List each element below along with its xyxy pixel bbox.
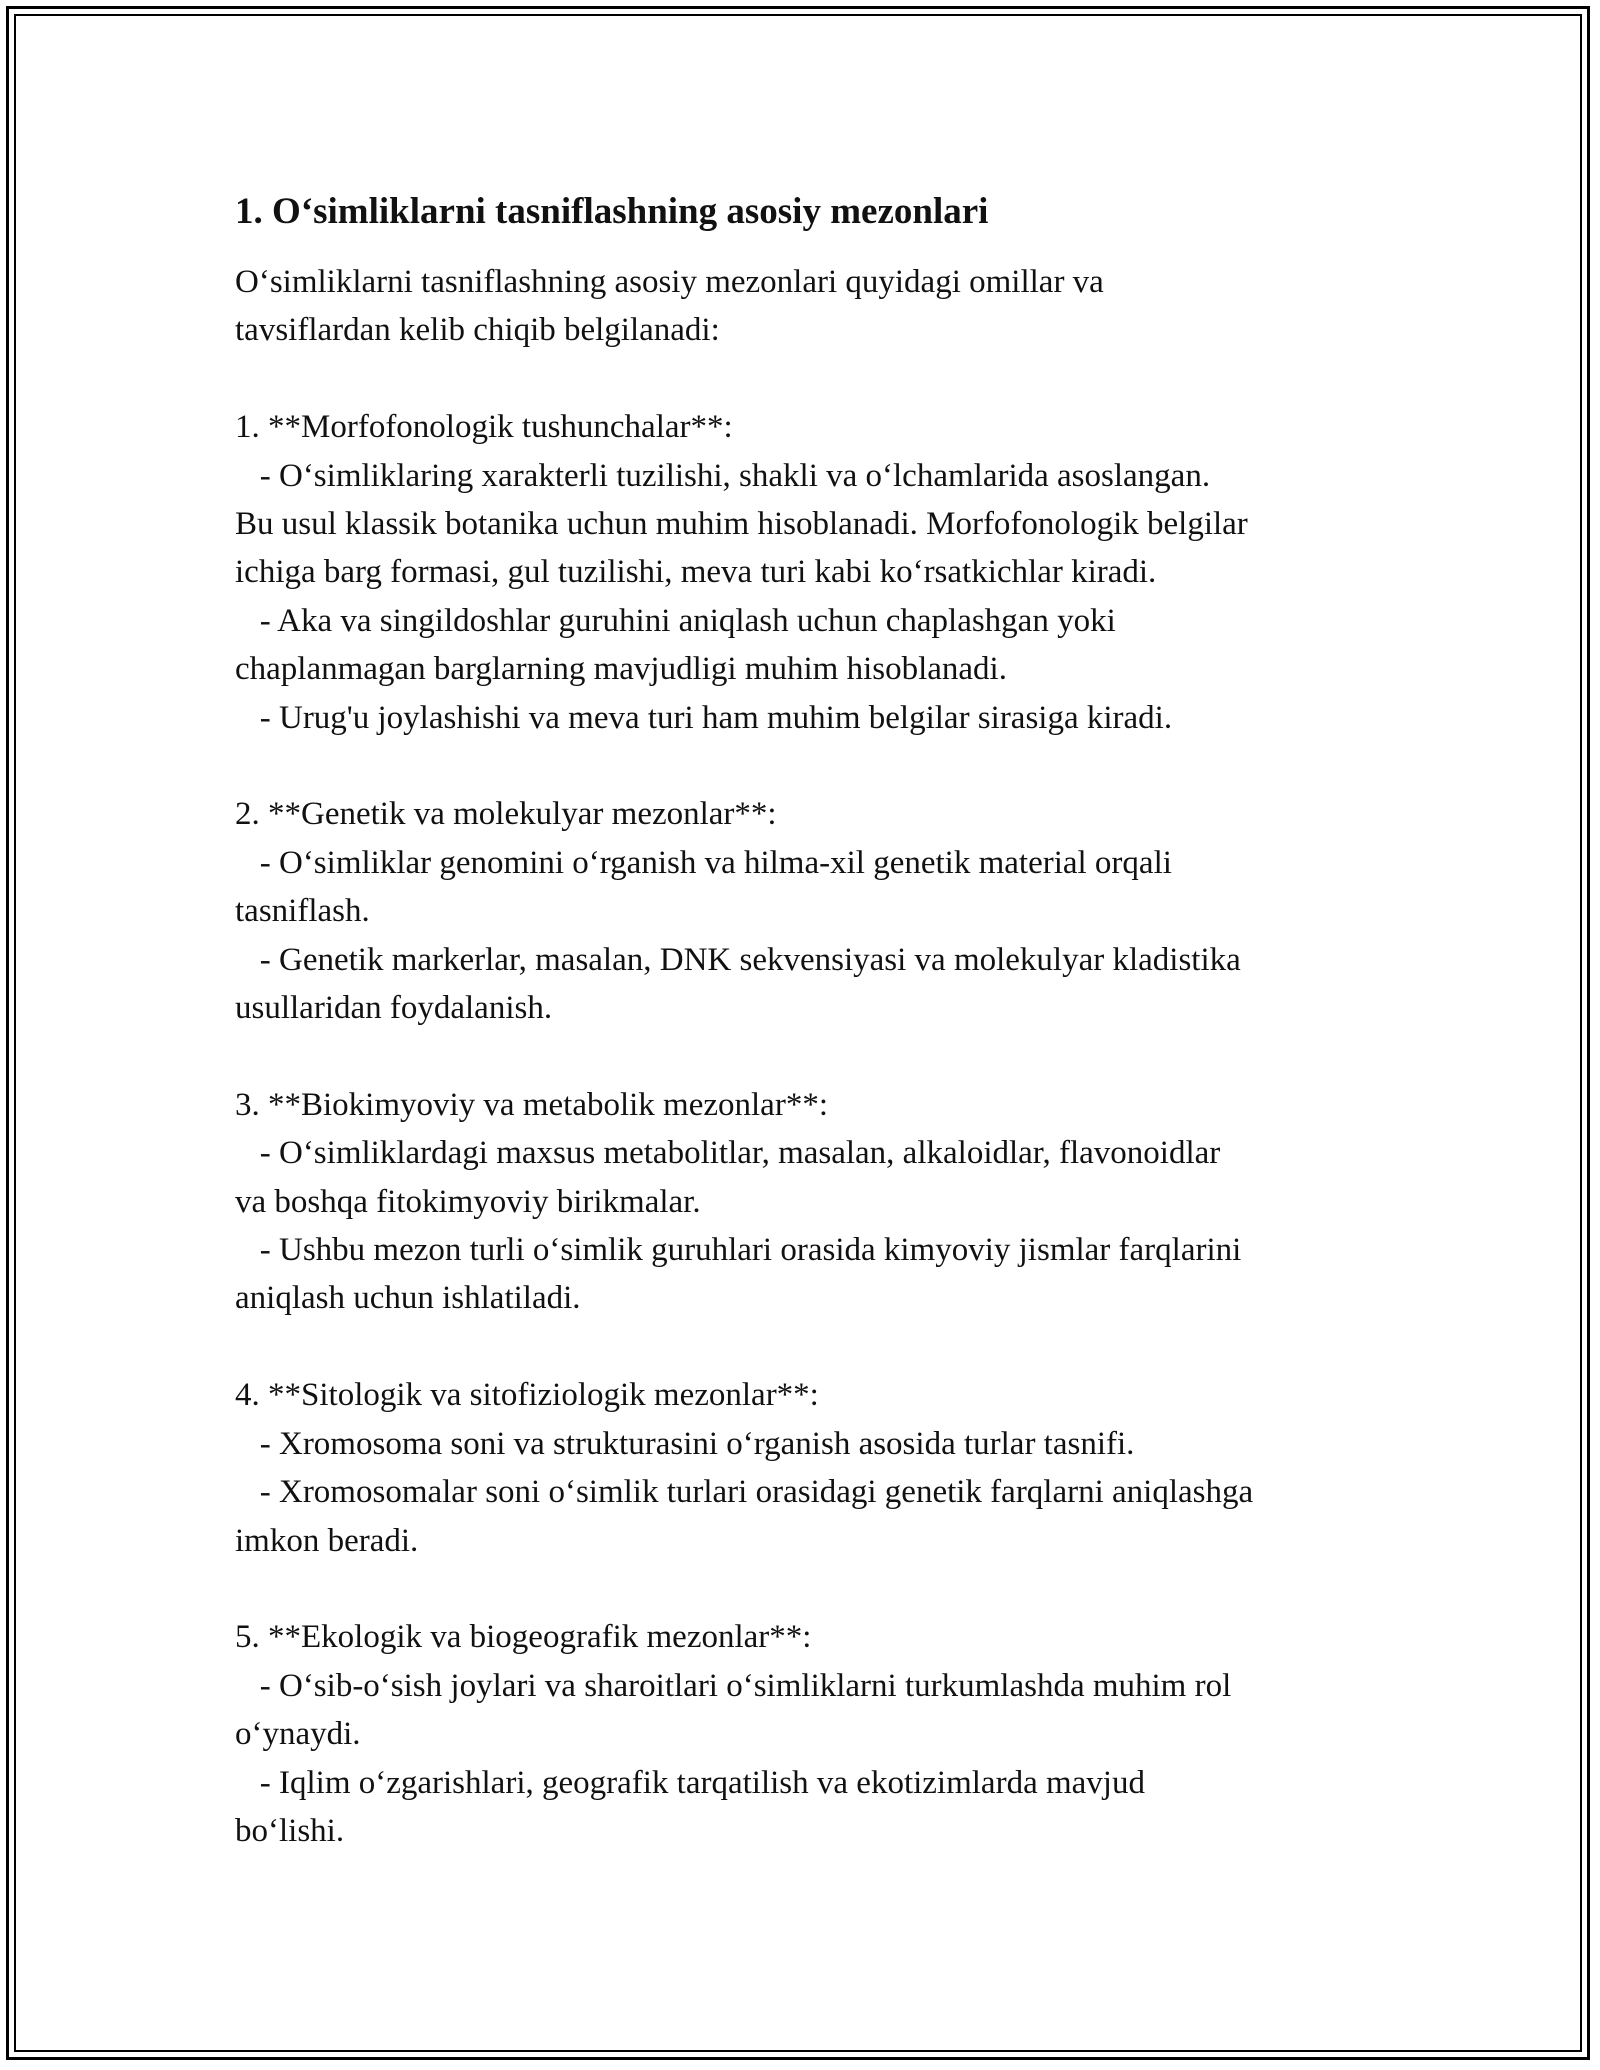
criterion-section-morphology — [235, 403, 1395, 742]
criterion-line: - O‘simliklaring xarakterli tuzilishi, shakli va o‘lchamlarida asoslangan. — [235, 457, 1211, 494]
blank-line — [235, 1032, 1395, 1080]
blank-line — [235, 1565, 1395, 1613]
section-heading: 1. O‘simliklarni tasniflashning asosiy mezonlari — [235, 191, 989, 232]
blank-line — [235, 742, 1395, 790]
criterion-line: - Ushbu mezon turli o‘simlik guruhlari orasida kimyoviy jismlar farqlarini — [235, 1232, 1242, 1269]
criterion-line: Bu usul klassik botanika uchun muhim hisoblanadi. Morfofonologik belgilar — [235, 506, 1248, 543]
criterion-line: o‘ynaydi. — [235, 1716, 361, 1753]
criterion-title: 2. **Genetik va molekulyar mezonlar**: — [235, 796, 777, 833]
criterion-section-ecological — [235, 1613, 1395, 1855]
criterion-line: tasniflash. — [235, 893, 370, 930]
criterion-line: - Xromosoma soni va strukturasini o‘rganish asosida turlar tasnifi. — [235, 1425, 1135, 1462]
blank-line — [235, 1323, 1395, 1371]
criterion-title: 1. **Morfofonologik tushunchalar**: — [235, 409, 733, 446]
criterion-title: 3. **Biokimyoviy va metabolik mezonlar**: — [235, 1086, 828, 1123]
criterion-line: usullaridan foydalanish. — [235, 990, 553, 1027]
criterion-line: - Xromosomalar soni o‘simlik turlari orasidagi genetik farqlarni aniqlashga — [235, 1474, 1254, 1511]
criterion-line: - Aka va singildoshlar guruhini aniqlash uchun chaplashgan yoki — [235, 602, 1116, 639]
criterion-title: 4. **Sitologik va sitofiziologik mezonlar**: — [235, 1377, 819, 1414]
intro-line: O‘simliklarni tasniflashning asosiy mezonlari quyidagi omillar va — [235, 264, 1104, 300]
criterion-section-genetic — [235, 790, 1395, 1032]
criterion-line: ichiga barg formasi, gul tuzilishi, meva turi kabi ko‘rsatkichlar kiradi. — [235, 554, 1157, 591]
intro-paragraph — [235, 258, 1395, 355]
criterion-section-biochemical — [235, 1081, 1395, 1323]
criterion-section-cytological — [235, 1371, 1395, 1565]
document-body — [235, 186, 1395, 1855]
criterion-line: - O‘simliklar genomini o‘rganish va hilma-xil genetik material orqali — [235, 844, 1172, 881]
criterion-line: bo‘lishi. — [235, 1812, 345, 1849]
criterion-line: va boshqa fitokimyoviy birikmalar. — [235, 1183, 701, 1220]
criterion-line: - Genetik markerlar, masalan, DNK sekvensiyasi va molekulyar kladistika — [235, 941, 1241, 978]
intro-line: tavsiflardan kelib chiqib belgilanadi: — [235, 312, 720, 349]
criterion-line: - O‘simliklardagi maxsus metabolitlar, masalan, alkaloidlar, flavonoidlar — [235, 1135, 1221, 1172]
criterion-line: imkon beradi. — [235, 1522, 419, 1559]
criterion-line: - Urug'u joylashishi va meva turi ham muhim belgilar sirasiga kiradi. — [235, 699, 1173, 736]
blank-line — [235, 355, 1395, 403]
criterion-line: chaplanmagan barglarning mavjudligi muhim hisoblanadi. — [235, 651, 1007, 688]
criterion-line: - Iqlim o‘zgarishlari, geografik tarqatilish va ekotizimlarda mavjud — [235, 1764, 1145, 1801]
criterion-line: - O‘sib-o‘sish joylari va sharoitlari o‘simliklarni turkumlashda muhim rol — [235, 1667, 1232, 1704]
criterion-line: aniqlash uchun ishlatiladi. — [235, 1280, 581, 1317]
criterion-title: 5. **Ekologik va biogeografik mezonlar**: — [235, 1619, 812, 1656]
